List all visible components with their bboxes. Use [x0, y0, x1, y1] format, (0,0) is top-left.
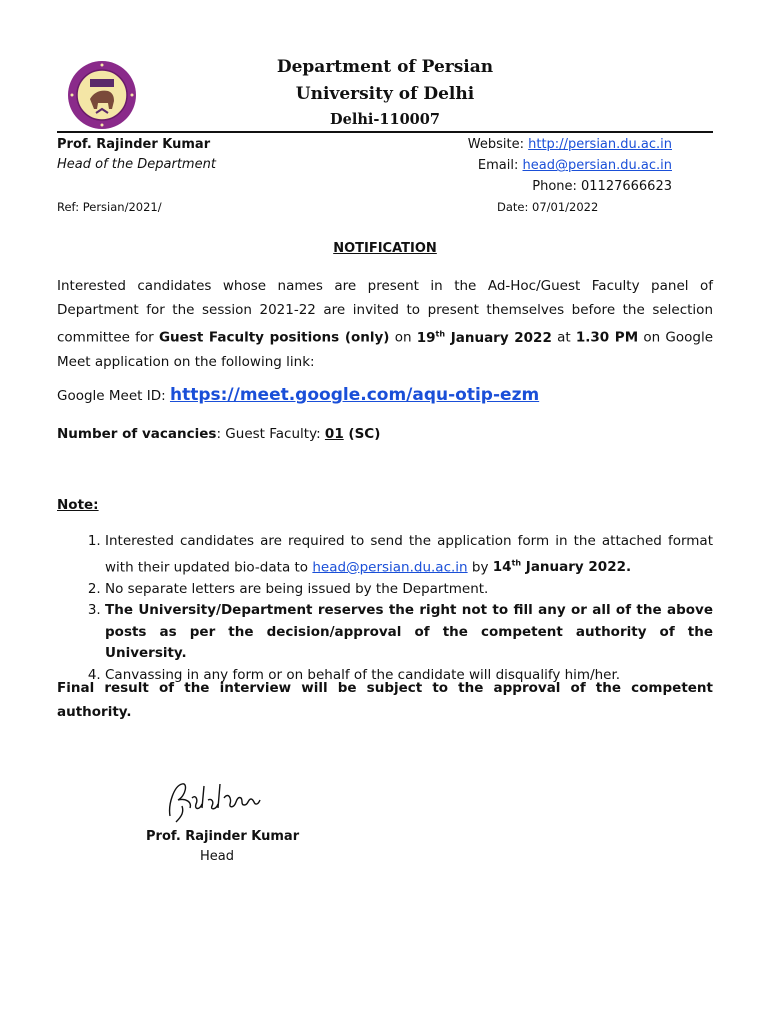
- notes-list: [57, 531, 713, 687]
- vacancies-line: Number of vacancies: Guest Faculty: 01 (SC): [57, 426, 381, 442]
- signatory-name: Prof. Rajinder Kumar: [146, 829, 300, 844]
- city-pin: Delhi-110007: [330, 111, 440, 128]
- list-item: 4. Canvassing in any form or on behalf of the candidate will disqualify him/her.: [105, 665, 713, 687]
- meet-line: Google Meet ID: https://meet.google.com/aqu-otip-ezm: [57, 385, 540, 405]
- email-link[interactable]: head@persian.du.ac.in: [522, 158, 672, 173]
- university-title: University of Delhi: [295, 84, 475, 104]
- website-line: Website: http://persian.du.ac.in: [467, 137, 672, 152]
- sender-name: Prof. Rajinder Kumar: [57, 137, 211, 152]
- signature-image: [162, 776, 280, 828]
- university-logo: [66, 59, 138, 131]
- reference-number: Ref: Persian/2021/: [57, 200, 162, 214]
- list-item: 1. Interested candidates are required to send the application form in the attached format with their updated bio-data to head@persian.du.ac.in by 14th January 2022.: [105, 531, 713, 579]
- sender-designation: Head of the Department: [57, 157, 216, 172]
- notification-heading: NOTIFICATION: [333, 241, 437, 256]
- department-title: Department of Persian: [276, 57, 494, 77]
- website-link[interactable]: http://persian.du.ac.in: [528, 137, 672, 152]
- email-line: Email: head@persian.du.ac.in: [477, 158, 672, 173]
- email-link-note[interactable]: head@persian.du.ac.in: [312, 559, 468, 576]
- notification-body: Interested candidates whose names are present in the Ad-Hoc/Guest Faculty panel of Department for the session 2021-22 are invited to present themselves before the selection committee for Guest Faculty positions (only) on 19th January 2022 at 1.30 PM on Google Meet application on the following link:: [57, 278, 714, 370]
- header-divider: [57, 131, 713, 133]
- list-item: 3. The University/Department reserves the right not to fill any or all of the above posts as per the decision/approval of the competent authority of the University.: [105, 600, 713, 665]
- letter-date: Date: 07/01/2022: [497, 200, 599, 214]
- note-heading: Note:: [57, 497, 99, 513]
- signatory-title: Head: [200, 849, 234, 864]
- phone-line: Phone: 01127666623: [532, 179, 672, 194]
- final-note: Final result of the interview will be subject to the approval of the competent authority.: [57, 680, 713, 720]
- meet-link[interactable]: https://meet.google.com/aqu-otip-ezm: [169, 385, 540, 405]
- list-item: 2. No separate letters are being issued by the Department.: [105, 579, 713, 601]
